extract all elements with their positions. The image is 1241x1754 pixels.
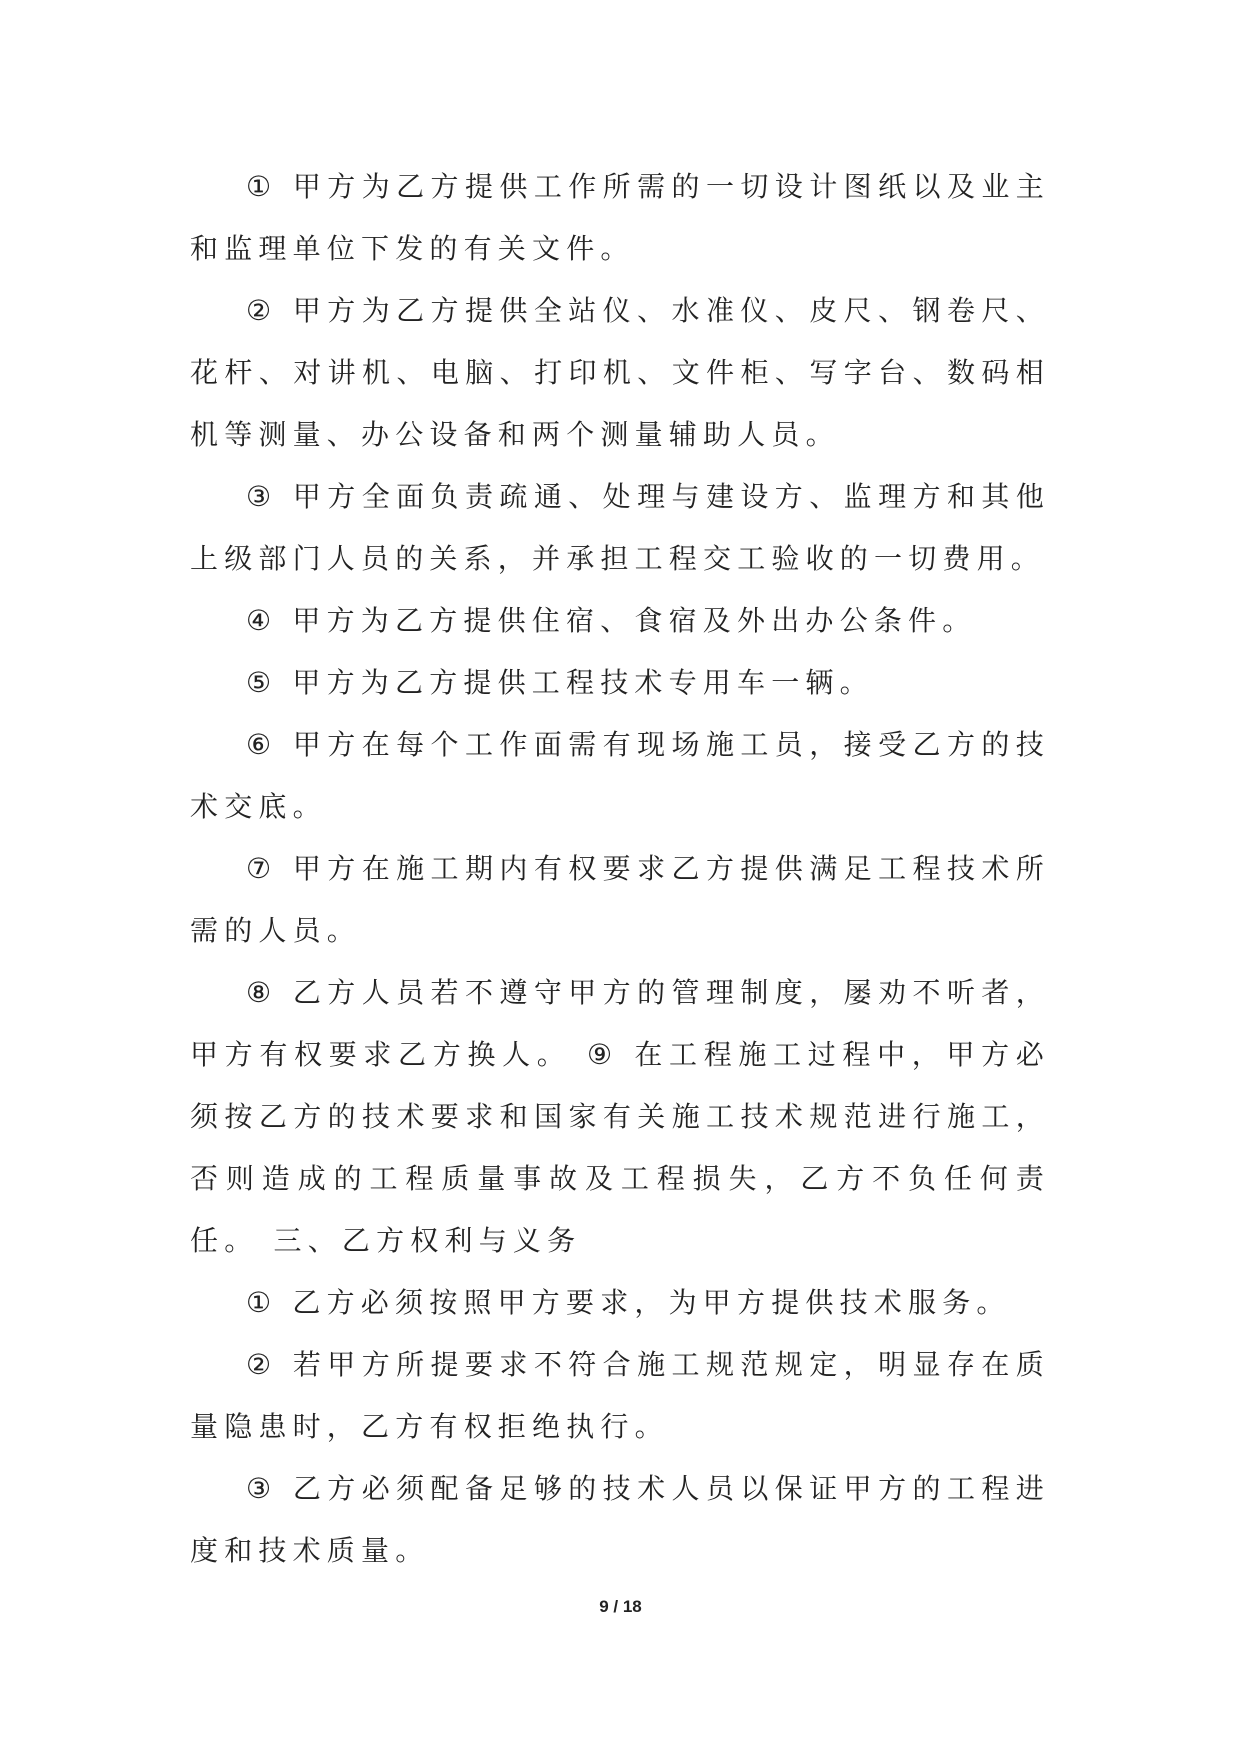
paragraph-3: ③ 甲方全面负责疏通、处理与建设方、监理方和其他上级部门人员的关系，并承担工程交工验收的一切费用。 <box>190 480 1050 575</box>
paragraph-11: ③ 乙方必须配备足够的技术人员以保证甲方的工程进度和技术质量。 <box>190 1472 1050 1567</box>
paragraph-5: ⑤ 甲方为乙方提供工程技术专用车一辆。 <box>246 666 874 699</box>
document-body <box>190 156 1050 1582</box>
paragraph-10: ② 若甲方所提要求不符合施工规范规定，明显存在质量隐患时，乙方有权拒绝执行。 <box>190 1348 1050 1443</box>
paragraph-1: ① 甲方为乙方提供工作所需的一切设计图纸以及业主和监理单位下发的有关文件。 <box>190 170 1050 265</box>
page-number: 9 / 18 <box>599 1597 642 1616</box>
paragraph-4: ④ 甲方为乙方提供住宿、食宿及外出办公条件。 <box>246 604 977 637</box>
paragraph-6: ⑥ 甲方在每个工作面需有现场施工员，接受乙方的技术交底。 <box>190 728 1050 823</box>
paragraph-2: ② 甲方为乙方提供全站仪、水准仪、皮尺、钢卷尺、花杆、对讲机、电脑、打印机、文件柜、写字台、数码相机等测量、办公设备和两个测量辅助人员。 <box>190 294 1050 451</box>
paragraph-7: ⑦ 甲方在施工期内有权要求乙方提供满足工程技术所需的人员。 <box>190 852 1050 947</box>
paragraph-9: ① 乙方必须按照甲方要求，为甲方提供技术服务。 <box>246 1286 1011 1319</box>
paragraph-8: ⑧ 乙方人员若不遵守甲方的管理制度，屡劝不听者，甲方有权要求乙方换人。 ⑨ 在工程施工过程中，甲方必须按乙方的技术要求和国家有关施工技术规范进行施工，否则造成的工程质量事故及工程损失，乙方不负任何责任。 三、乙方权利与义务 <box>190 976 1050 1257</box>
